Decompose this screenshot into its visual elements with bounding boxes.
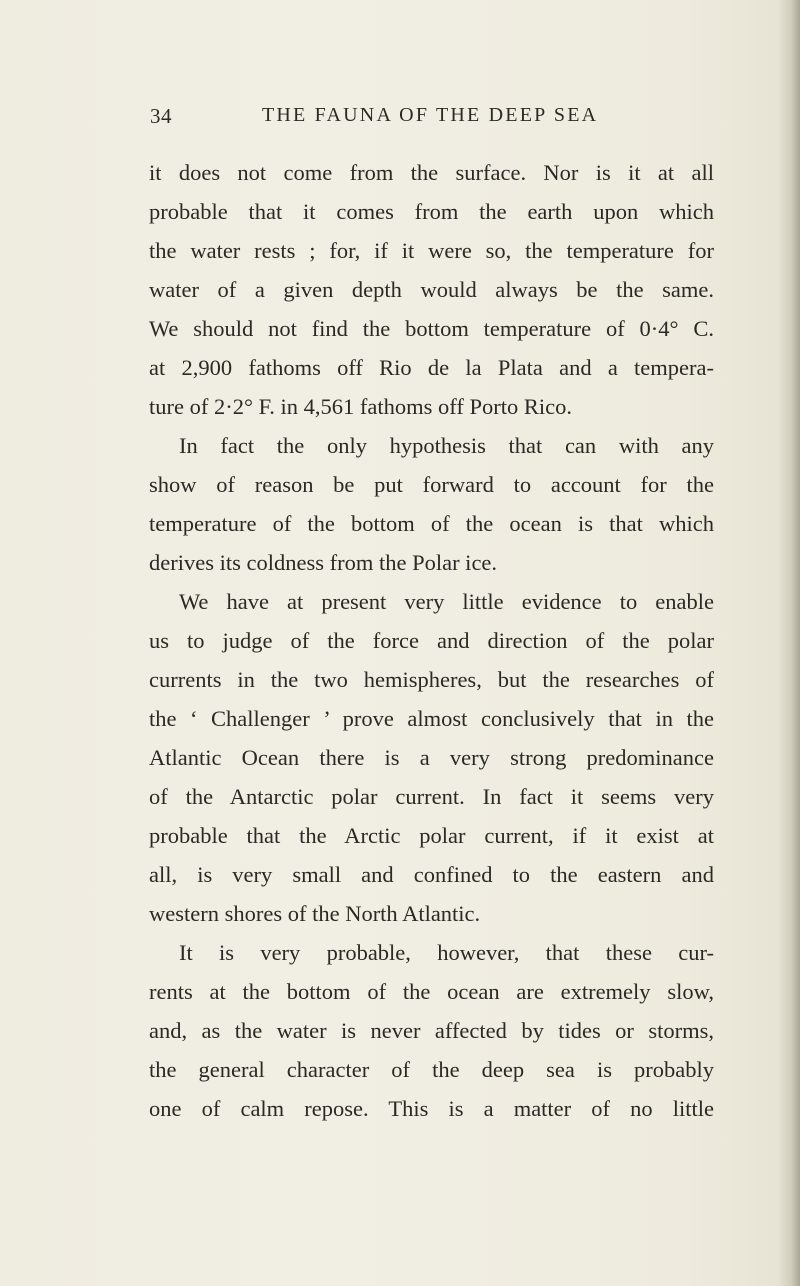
paragraph-2 [149,426,714,582]
running-title: THE FAUNA OF THE DEEP SEA [262,104,599,126]
text-line: temperature of the bottom of the ocean is that which [149,511,714,536]
text-line: one of calm repose. This is a matter of no little [149,1096,714,1121]
paragraph-1 [149,153,714,426]
text-line: of the Antarctic polar current. In fact it seems very [149,784,714,809]
body-text [149,153,714,1128]
text-line: We should not find the bottom temperature of 0·4° C. [149,316,714,341]
text-line: and, as the water is never affected by tides or storms, [149,1018,714,1043]
text-line: water of a given depth would always be the same. [149,277,714,302]
paragraph-3 [149,582,714,933]
text-line: probable that it comes from the earth upon which [149,199,714,224]
text-line: derives its coldness from the Polar ice. [149,550,498,575]
text-line: the general character of the deep sea is probably [149,1057,714,1082]
text-line: us to judge of the force and direction of the polar [149,628,714,653]
paragraph-4 [149,933,714,1128]
text-line: the water rests ; for, if it were so, the temperature for [149,238,714,263]
running-header [150,104,710,138]
text-line: probable that the Arctic polar current, if it exist at [149,823,714,848]
text-line: ture of 2·2° F. in 4,561 fathoms off Porto Rico. [149,394,572,419]
text-line: We have at present very little evidence to enable [179,589,714,614]
page-number: 34 [150,104,172,128]
text-line: rents at the bottom of the ocean are extremely slow, [149,979,714,1004]
text-line: In fact the only hypothesis that can with any [179,433,714,458]
text-line: Atlantic Ocean there is a very strong predominance [149,745,714,770]
text-line: it does not come from the surface. Nor is it at all [149,160,714,185]
text-line: currents in the two hemispheres, but the researches of [149,667,714,692]
text-line: all, is very small and confined to the eastern and [149,862,714,887]
text-line: It is very probable, however, that these cur- [179,940,714,965]
page-edge-shadow [778,0,800,1286]
text-line: western shores of the North Atlantic. [149,901,481,926]
text-line: show of reason be put forward to account for the [149,472,714,497]
text-line: at 2,900 fathoms off Rio de la Plata and a tempera- [149,355,714,380]
text-line: the ‘ Challenger ’ prove almost conclusively that in the [149,706,714,731]
